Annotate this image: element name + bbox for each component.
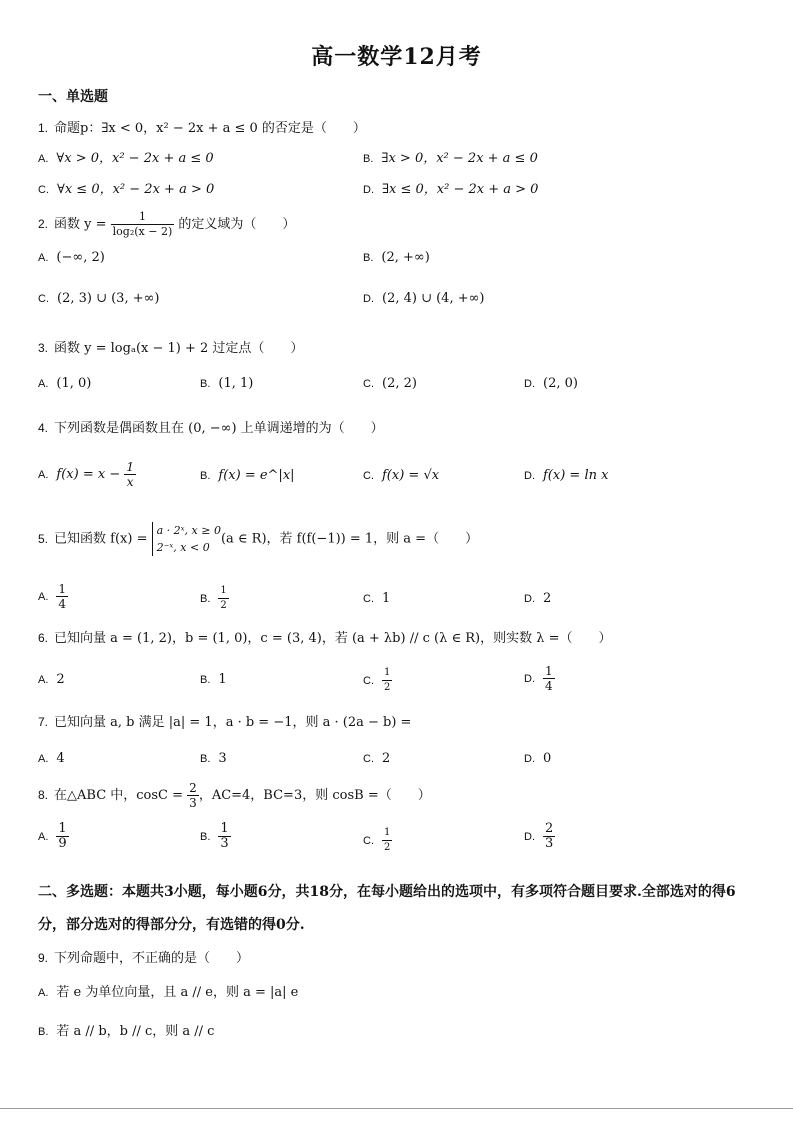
question-number: 5. (38, 531, 49, 546)
option-text: 3 (218, 751, 227, 766)
question-stem-pre: 在△ABC 中，cosC = (54, 788, 188, 803)
question-3 (38, 337, 303, 356)
option-c[interactable] (363, 826, 392, 855)
option-text: f(x) = e^|x| (218, 468, 295, 483)
fraction (543, 822, 555, 851)
fraction-denominator: 2 (384, 682, 391, 693)
option-label: C. (38, 184, 49, 196)
option-label: A. (38, 591, 49, 603)
option-label: A. (38, 987, 49, 999)
fraction (218, 584, 228, 613)
option-text: ∃x ≤ 0，x² − 2x + a > 0 (382, 182, 539, 197)
option-label: B. (200, 674, 211, 686)
fraction (111, 210, 175, 239)
option-d[interactable] (524, 751, 551, 766)
option-a[interactable] (38, 822, 69, 851)
question-stem: 命题p：∃x < 0，x² − 2x + a ≤ 0 的否定是（ ） (54, 121, 366, 136)
question-stem: 函数 y = logₐ(x − 1) + 2 过定点（ ） (54, 341, 304, 356)
option-label: B. (200, 753, 211, 765)
option-c[interactable] (363, 591, 390, 606)
option-c[interactable] (363, 751, 390, 766)
option-text: 1 (218, 672, 227, 687)
option-text: (2, +∞) (381, 250, 430, 265)
option-text: (1, 1) (218, 376, 254, 391)
fraction (56, 582, 68, 611)
option-a[interactable] (38, 751, 65, 766)
option-c[interactable] (363, 666, 392, 695)
fraction-numerator: 2 (545, 821, 554, 836)
option-label: C. (38, 293, 49, 305)
option-text: ∀x > 0，x² − 2x + a ≤ 0 (56, 151, 214, 166)
option-c[interactable] (363, 468, 439, 483)
option-label: B. (200, 378, 211, 390)
option-label: A. (38, 831, 49, 843)
option-a[interactable] (38, 250, 105, 265)
question-number: 4. (38, 421, 49, 435)
fraction-numerator: 1 (126, 460, 134, 474)
option-d[interactable] (363, 291, 485, 306)
fraction-denominator: 4 (58, 597, 67, 611)
fraction-numerator: 2 (189, 781, 197, 795)
option-b[interactable] (200, 822, 231, 851)
option-a[interactable] (38, 460, 136, 489)
option-b[interactable] (200, 672, 227, 687)
question-7 (38, 711, 411, 730)
option-text: ∀x ≤ 0，x² − 2x + a > 0 (57, 182, 215, 197)
piecewise-cases (152, 522, 221, 556)
option-text: 若 e 为单位向量，且 a // e，则 a = |a| e (56, 985, 299, 1000)
option-a[interactable] (38, 582, 68, 611)
fraction-numerator: 1 (545, 664, 553, 678)
option-label: D. (363, 293, 374, 305)
option-label: B. (200, 470, 211, 482)
fraction-numerator: 1 (220, 821, 229, 836)
option-text: f(x) = √x (382, 468, 440, 483)
option-text: 4 (56, 751, 65, 766)
option-d[interactable] (524, 591, 551, 606)
option-label: D. (524, 378, 535, 390)
question-stem-post: 的定义域为（ ） (174, 217, 296, 232)
question-number: 7. (38, 715, 49, 729)
fraction (187, 781, 199, 810)
question-stem-post: ，AC=4，BC=3，则 cosB =（ ） (198, 788, 431, 803)
fraction-numerator: 1 (111, 210, 175, 225)
option-text: (−∞, 2) (56, 250, 105, 265)
question-number: 1. (38, 121, 49, 135)
option-text: 2 (382, 751, 391, 766)
option-label: D. (524, 753, 535, 765)
fraction-denominator: 9 (58, 836, 67, 851)
fraction-denominator: x (126, 475, 134, 489)
option-c[interactable] (38, 178, 214, 197)
page-bottom-divider (0, 1108, 793, 1109)
fraction (218, 822, 230, 851)
option-a[interactable] (38, 981, 298, 1000)
option-b[interactable] (200, 751, 227, 766)
case-1: a · 2ˣ, x ≥ 0 (156, 524, 221, 537)
question-1 (38, 117, 366, 136)
fraction (382, 826, 392, 855)
option-text: 2 (56, 672, 65, 687)
option-label: B. (200, 593, 211, 605)
option-text: (1, 0) (56, 376, 92, 391)
fraction-numerator: 1 (218, 584, 228, 599)
option-text: 1 (382, 591, 391, 606)
option-d[interactable] (524, 822, 555, 851)
option-text: (2, 4) ∪ (4, +∞) (382, 291, 485, 306)
option-b[interactable] (38, 1020, 214, 1039)
fraction-denominator: 3 (545, 836, 554, 851)
question-stem-pre: 函数 y = (54, 217, 111, 232)
option-c[interactable] (363, 376, 417, 391)
option-text: 若 a // b，b // c，则 a // c (56, 1024, 215, 1039)
option-label: B. (363, 153, 374, 165)
option-text: 2 (543, 591, 552, 606)
fraction-denominator: 3 (189, 796, 197, 810)
option-label: A. (38, 252, 49, 264)
option-b[interactable] (200, 376, 253, 391)
option-label: D. (524, 593, 535, 605)
option-label: A. (38, 378, 49, 390)
option-text: (2, 3) ∪ (3, +∞) (57, 291, 160, 306)
option-d[interactable] (363, 178, 538, 197)
option-label: C. (363, 470, 374, 482)
option-a[interactable] (38, 376, 91, 391)
question-number: 8. (38, 788, 49, 802)
fraction (543, 664, 555, 693)
option-b[interactable] (363, 250, 430, 265)
option-text: f(x) = ln x (543, 468, 609, 483)
option-a[interactable] (38, 147, 214, 166)
fraction-denominator: log₂(x − 2) (112, 225, 173, 238)
section-heading-multiple-choice: 二、多选题：本题共3小题，每小题6分，共18分，在每小题给出的选项中，有多项符合题目要求.全部选对的得6分，部分选对的得部分分，有选错的得0分. (38, 884, 736, 933)
question-6 (38, 627, 611, 646)
fraction-denominator: 3 (220, 836, 229, 851)
question-number: 6. (38, 631, 49, 645)
option-d[interactable] (524, 468, 608, 483)
option-label: C. (363, 378, 374, 390)
question-stem-pre: 已知函数 f(x) = (54, 531, 152, 547)
fraction (124, 460, 136, 489)
fraction-numerator: 1 (58, 582, 67, 596)
question-stem: 下列命题中，不正确的是（ ） (54, 951, 250, 966)
page-title: 高一数学12月考 (311, 44, 482, 70)
fraction-numerator: 1 (382, 666, 392, 681)
option-label: B. (363, 252, 374, 264)
option-label: A. (38, 753, 49, 765)
option-text: (2, 2) (382, 376, 417, 391)
fraction (56, 822, 68, 851)
question-stem-post: (a ∈ R)，若 f(f(−1)) = 1，则 a =（ ） (220, 531, 479, 547)
option-label: A. (38, 153, 49, 165)
section-heading-single-choice: 一、单选题 (38, 89, 108, 105)
question-8 (38, 781, 431, 810)
fraction-numerator: 1 (58, 821, 67, 836)
option-d[interactable] (524, 664, 555, 693)
option-label: A. (38, 674, 49, 686)
option-a[interactable] (38, 672, 65, 687)
fraction-denominator: 2 (384, 842, 391, 853)
option-label: B. (38, 1026, 49, 1038)
fraction (382, 666, 392, 695)
option-b[interactable] (200, 468, 295, 483)
fraction-numerator: 1 (382, 826, 392, 841)
option-b[interactable] (200, 584, 229, 613)
question-2 (38, 210, 295, 239)
case-2: 2⁻ˣ, x < 0 (156, 541, 210, 554)
option-text: ∃x > 0，x² − 2x + a ≤ 0 (381, 151, 538, 166)
option-c[interactable] (38, 291, 160, 306)
option-label: C. (363, 675, 374, 687)
option-text: 0 (543, 751, 552, 766)
question-stem: 下列函数是偶函数且在 (0, −∞) 上单调递增的为（ ） (54, 421, 384, 436)
option-label: D. (363, 184, 374, 196)
option-text: f(x) = x − (56, 467, 125, 482)
question-number: 9. (38, 951, 49, 965)
question-9 (38, 947, 249, 966)
option-label: B. (200, 831, 211, 843)
question-4 (38, 417, 384, 436)
question-5 (38, 522, 478, 556)
question-stem: 已知向量 a = (1, 2)，b = (1, 0)，c = (3, 4)，若 (a + λb) // c (λ ∈ R)，则实数 λ =（ ） (54, 631, 612, 646)
fraction-denominator: 2 (220, 600, 227, 611)
question-number: 3. (38, 341, 49, 355)
option-label: C. (363, 593, 374, 605)
option-label: D. (524, 470, 535, 482)
option-label: D. (524, 673, 535, 685)
fraction-denominator: 4 (545, 679, 553, 693)
option-label: A. (38, 469, 49, 481)
option-text: (2, 0) (543, 376, 578, 391)
question-number: 2. (38, 217, 49, 231)
question-stem: 已知向量 a, b 满足 |a| = 1，a · b = −1，则 a · (2a − b) = (54, 715, 412, 730)
option-label: C. (363, 835, 374, 847)
option-d[interactable] (524, 376, 578, 391)
option-label: D. (524, 831, 535, 843)
option-label: C. (363, 753, 374, 765)
option-b[interactable] (363, 147, 538, 166)
